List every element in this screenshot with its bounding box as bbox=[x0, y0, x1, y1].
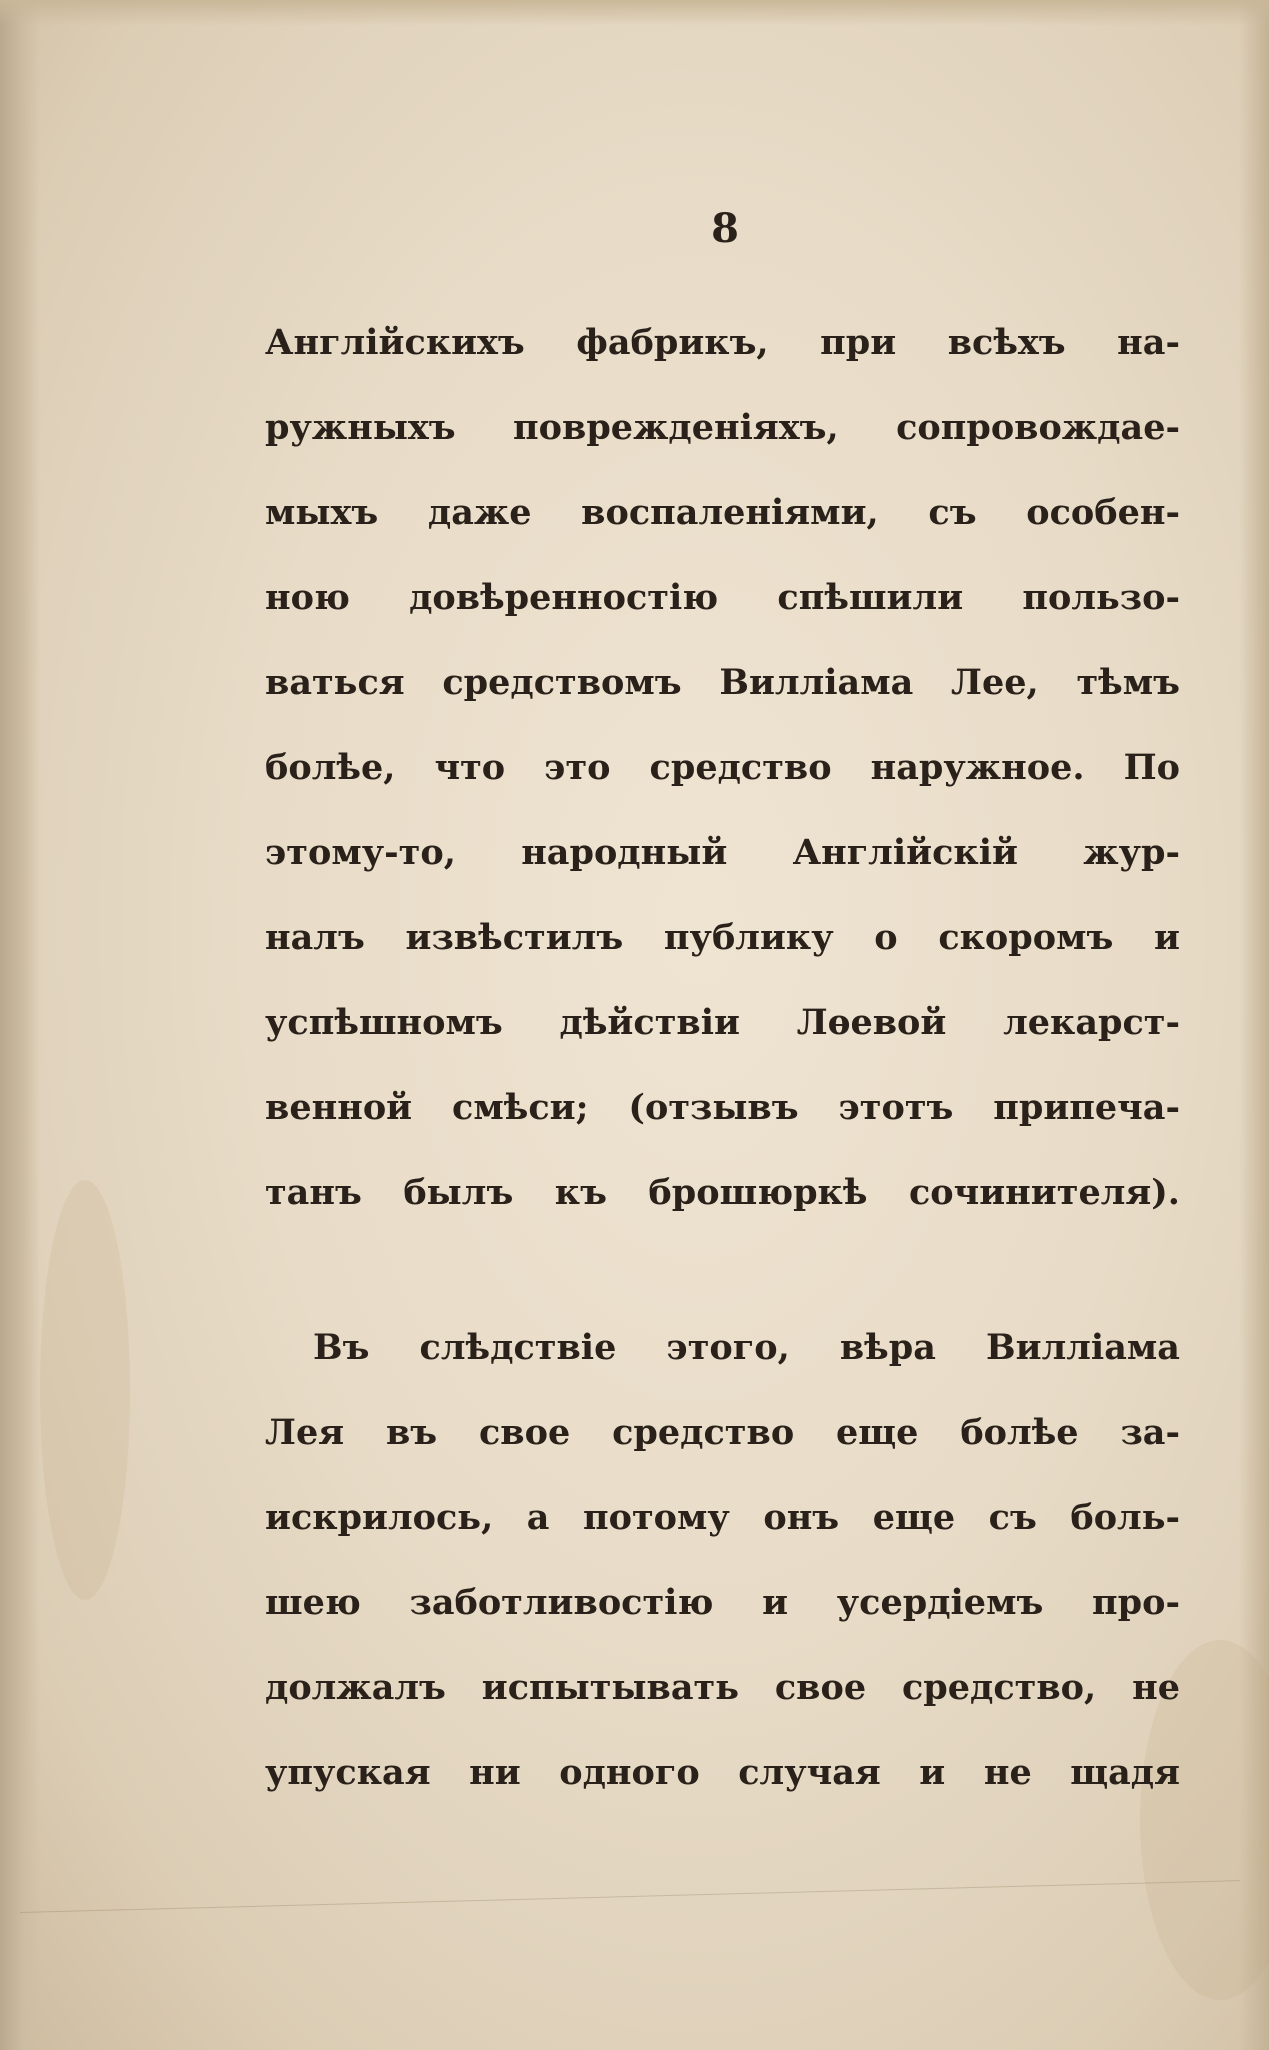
paragraph-1 bbox=[265, 300, 1180, 1235]
paper-crease bbox=[20, 1880, 1240, 1913]
text-line: упуская ни одного случая и не щадя bbox=[265, 1752, 1180, 1793]
page-edge-left bbox=[0, 0, 40, 2050]
text-line: болѣе, что это средство наружное. По bbox=[265, 747, 1180, 788]
text-line: искрилось, а потому онъ еще съ боль- bbox=[265, 1497, 1180, 1538]
text-line: этому-то, народный Англійскій жур- bbox=[265, 832, 1180, 873]
text-line: успѣшномъ дѣйствіи Лѳевой лекарст- bbox=[265, 1002, 1180, 1043]
page-edge-top bbox=[0, 0, 1269, 26]
page-number: 8 bbox=[711, 205, 739, 252]
text-line: Англійскихъ фабрикъ, при всѣхъ на- bbox=[265, 322, 1180, 363]
text-line: ною довѣренностію спѣшили пользо- bbox=[265, 577, 1180, 618]
paragraph-2 bbox=[265, 1305, 1180, 1815]
paper-stain bbox=[40, 1180, 130, 1600]
text-line: мыхъ даже воспаленіями, съ особен- bbox=[265, 492, 1180, 533]
text-line: венной смѣси; (отзывъ этотъ припеча- bbox=[265, 1087, 1180, 1128]
paragraph-gap bbox=[265, 1235, 1180, 1305]
text-line: ружныхъ поврежденіяхъ, сопровождае- bbox=[265, 407, 1180, 448]
text-line: шею заботливостію и усердіемъ про- bbox=[265, 1582, 1180, 1623]
text-line: налъ извѣстилъ публику о скоромъ и bbox=[265, 917, 1180, 958]
body-text bbox=[265, 300, 1180, 1815]
text-line: Лея въ свое средство еще болѣе за- bbox=[265, 1412, 1180, 1453]
text-line: Въ слѣдствіе этого, вѣра Вилліама bbox=[313, 1327, 1180, 1368]
text-line: танъ былъ къ брошюркѣ сочинителя). bbox=[265, 1172, 1180, 1213]
text-line: ваться средствомъ Вилліама Лее, тѣмъ bbox=[265, 662, 1180, 703]
text-line: должалъ испытывать свое средство, не bbox=[265, 1667, 1180, 1708]
